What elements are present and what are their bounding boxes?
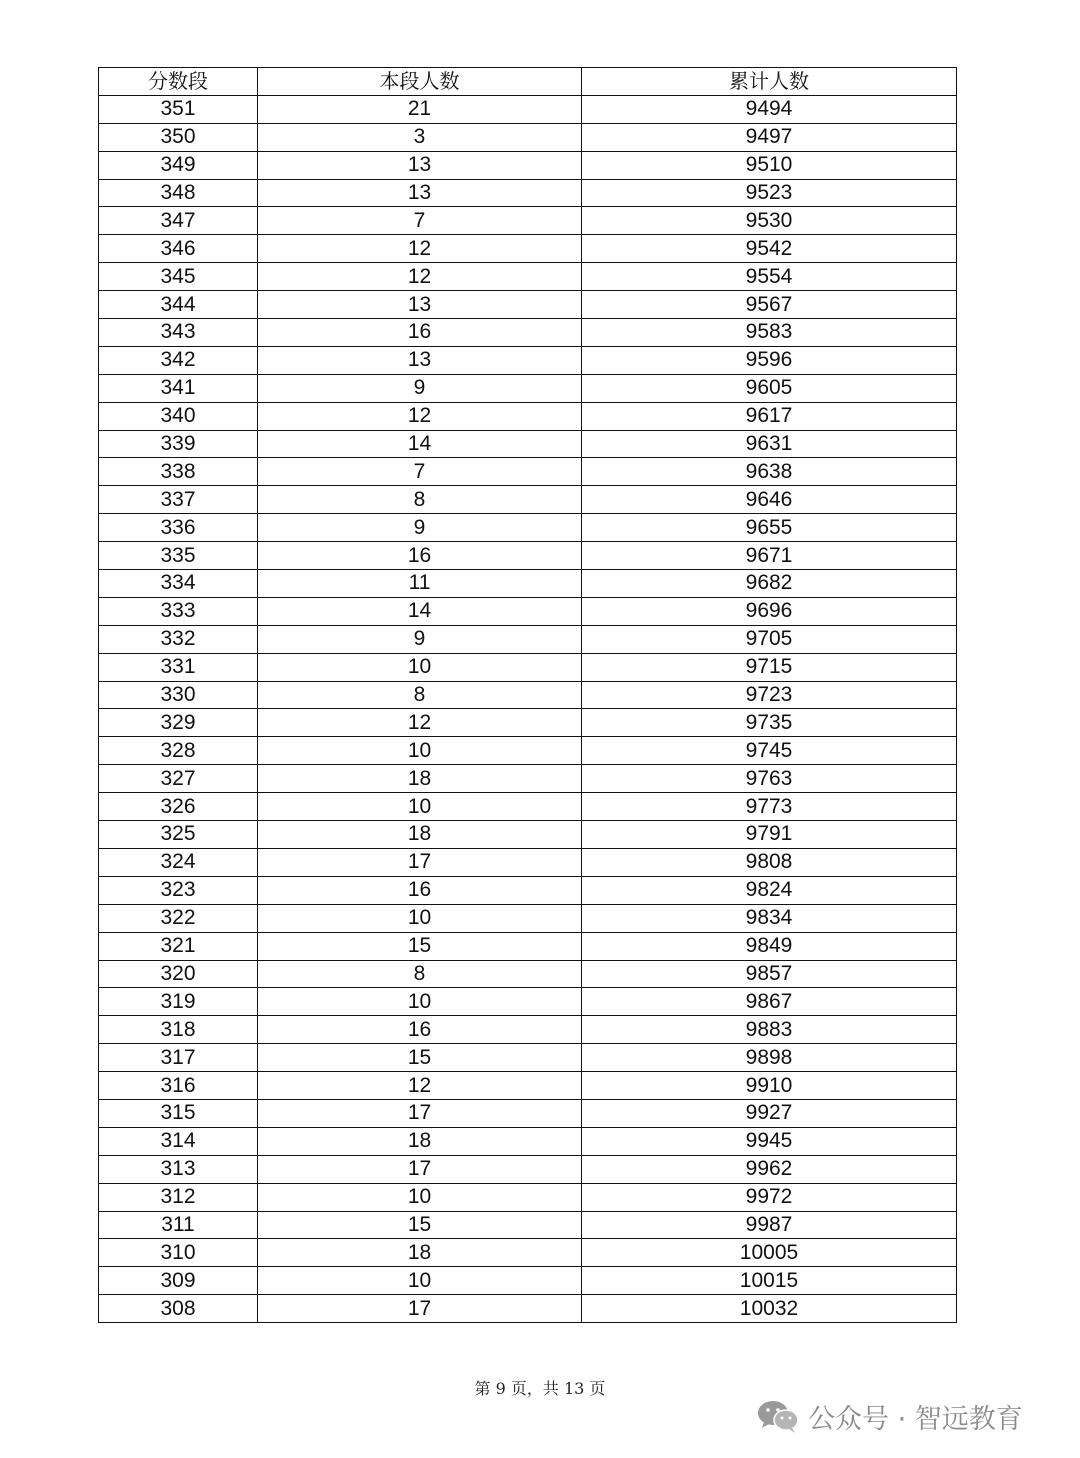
cell-score-range: 320 (99, 960, 258, 988)
table-row (99, 625, 957, 653)
page-number: 第 9 页，共 13 页 (474, 1379, 606, 1398)
cell-segment-count: 12 (258, 263, 582, 291)
cell-score-range: 315 (99, 1099, 258, 1127)
cell-cumulative-count: 9596 (582, 346, 957, 374)
cell-cumulative-count: 9735 (582, 709, 957, 737)
cell-segment-count: 10 (258, 988, 582, 1016)
cell-score-range: 347 (99, 207, 258, 235)
table-row (99, 876, 957, 904)
cell-cumulative-count: 10005 (582, 1239, 957, 1267)
cell-score-range: 308 (99, 1295, 258, 1323)
cell-segment-count: 8 (258, 486, 582, 514)
cell-segment-count: 9 (258, 374, 582, 402)
table-row (99, 95, 957, 123)
table-row (99, 514, 957, 542)
watermark (756, 1396, 1023, 1436)
cell-segment-count: 15 (258, 932, 582, 960)
cell-score-range: 328 (99, 737, 258, 765)
cell-cumulative-count: 9497 (582, 123, 957, 151)
cell-segment-count: 13 (258, 291, 582, 319)
cell-cumulative-count: 9824 (582, 876, 957, 904)
cell-cumulative-count: 9745 (582, 737, 957, 765)
table-row (99, 765, 957, 793)
cell-cumulative-count: 9682 (582, 570, 957, 598)
cell-cumulative-count: 9523 (582, 179, 957, 207)
cell-segment-count: 21 (258, 95, 582, 123)
cell-segment-count: 16 (258, 876, 582, 904)
cell-segment-count: 8 (258, 960, 582, 988)
cell-score-range: 329 (99, 709, 258, 737)
cell-cumulative-count: 9867 (582, 988, 957, 1016)
table-row (99, 653, 957, 681)
table-row (99, 430, 957, 458)
cell-cumulative-count: 9987 (582, 1211, 957, 1239)
cell-score-range: 342 (99, 346, 258, 374)
cell-cumulative-count: 9605 (582, 374, 957, 402)
cell-cumulative-count: 9646 (582, 486, 957, 514)
cell-score-range: 341 (99, 374, 258, 402)
table-row (99, 291, 957, 319)
header-segment-count: 本段人数 (258, 68, 582, 96)
header-score-range: 分数段 (99, 68, 258, 96)
cell-cumulative-count: 9723 (582, 681, 957, 709)
cell-cumulative-count: 9791 (582, 821, 957, 849)
cell-cumulative-count: 9638 (582, 458, 957, 486)
cell-score-range: 331 (99, 653, 258, 681)
cell-score-range: 348 (99, 179, 258, 207)
cell-score-range: 310 (99, 1239, 258, 1267)
table-row (99, 1072, 957, 1100)
cell-cumulative-count: 9494 (582, 95, 957, 123)
cell-score-range: 339 (99, 430, 258, 458)
cell-segment-count: 17 (258, 1099, 582, 1127)
cell-segment-count: 9 (258, 514, 582, 542)
cell-score-range: 313 (99, 1155, 258, 1183)
cell-cumulative-count: 9554 (582, 263, 957, 291)
table-row (99, 570, 957, 598)
table-row (99, 1044, 957, 1072)
cell-score-range: 317 (99, 1044, 258, 1072)
cell-score-range: 337 (99, 486, 258, 514)
watermark-text: 公众号 · 智远教育 (808, 1403, 1023, 1435)
cell-segment-count: 17 (258, 1155, 582, 1183)
cell-score-range: 309 (99, 1267, 258, 1295)
table-row (99, 960, 957, 988)
cell-segment-count: 12 (258, 402, 582, 430)
table-row (99, 1183, 957, 1211)
cell-score-range: 332 (99, 625, 258, 653)
cell-cumulative-count: 9510 (582, 151, 957, 179)
cell-score-range: 349 (99, 151, 258, 179)
table-row (99, 402, 957, 430)
cell-score-range: 340 (99, 402, 258, 430)
table-row (99, 1099, 957, 1127)
table-row (99, 346, 957, 374)
cell-segment-count: 10 (258, 1183, 582, 1211)
cell-cumulative-count: 10032 (582, 1295, 957, 1323)
table-row (99, 681, 957, 709)
cell-cumulative-count: 9583 (582, 319, 957, 347)
cell-segment-count: 16 (258, 1016, 582, 1044)
cell-cumulative-count: 9962 (582, 1155, 957, 1183)
cell-segment-count: 13 (258, 179, 582, 207)
cell-score-range: 346 (99, 235, 258, 263)
cell-segment-count: 12 (258, 709, 582, 737)
cell-segment-count: 14 (258, 597, 582, 625)
cell-cumulative-count: 9834 (582, 904, 957, 932)
cell-segment-count: 12 (258, 1072, 582, 1100)
cell-segment-count: 3 (258, 123, 582, 151)
cell-segment-count: 10 (258, 653, 582, 681)
cell-segment-count: 11 (258, 570, 582, 598)
table-row (99, 374, 957, 402)
cell-segment-count: 10 (258, 904, 582, 932)
cell-score-range: 321 (99, 932, 258, 960)
table-row (99, 123, 957, 151)
cell-segment-count: 18 (258, 1127, 582, 1155)
table-row (99, 542, 957, 570)
cell-segment-count: 10 (258, 793, 582, 821)
cell-cumulative-count: 9705 (582, 625, 957, 653)
cell-cumulative-count: 9927 (582, 1099, 957, 1127)
table-row (99, 737, 957, 765)
table-row (99, 486, 957, 514)
score-distribution-table (98, 67, 957, 1323)
table-row (99, 988, 957, 1016)
table-row (99, 1239, 957, 1267)
cell-score-range: 344 (99, 291, 258, 319)
cell-segment-count: 13 (258, 346, 582, 374)
cell-cumulative-count: 9655 (582, 514, 957, 542)
cell-segment-count: 17 (258, 1295, 582, 1323)
cell-score-range: 350 (99, 123, 258, 151)
cell-segment-count: 16 (258, 319, 582, 347)
table-row (99, 1127, 957, 1155)
cell-score-range: 311 (99, 1211, 258, 1239)
cell-score-range: 325 (99, 821, 258, 849)
cell-score-range: 336 (99, 514, 258, 542)
table-row (99, 1295, 957, 1323)
cell-score-range: 323 (99, 876, 258, 904)
table-row (99, 319, 957, 347)
table-body (99, 95, 957, 1322)
table-row (99, 821, 957, 849)
cell-segment-count: 12 (258, 235, 582, 263)
cell-score-range: 314 (99, 1127, 258, 1155)
table-row (99, 179, 957, 207)
cell-cumulative-count: 9883 (582, 1016, 957, 1044)
cell-score-range: 343 (99, 319, 258, 347)
cell-segment-count: 18 (258, 821, 582, 849)
cell-segment-count: 15 (258, 1211, 582, 1239)
cell-segment-count: 10 (258, 737, 582, 765)
cell-cumulative-count: 9617 (582, 402, 957, 430)
table-row (99, 235, 957, 263)
cell-score-range: 333 (99, 597, 258, 625)
cell-cumulative-count: 10015 (582, 1267, 957, 1295)
cell-segment-count: 17 (258, 848, 582, 876)
cell-segment-count: 10 (258, 1267, 582, 1295)
cell-segment-count: 16 (258, 542, 582, 570)
cell-score-range: 351 (99, 95, 258, 123)
wechat-icon (756, 1398, 800, 1434)
cell-score-range: 338 (99, 458, 258, 486)
cell-segment-count: 8 (258, 681, 582, 709)
cell-score-range: 312 (99, 1183, 258, 1211)
cell-score-range: 322 (99, 904, 258, 932)
cell-cumulative-count: 9631 (582, 430, 957, 458)
table-header-row (99, 68, 957, 96)
cell-segment-count: 13 (258, 151, 582, 179)
cell-segment-count: 18 (258, 1239, 582, 1267)
cell-cumulative-count: 9530 (582, 207, 957, 235)
cell-cumulative-count: 9808 (582, 848, 957, 876)
cell-cumulative-count: 9972 (582, 1183, 957, 1211)
cell-score-range: 316 (99, 1072, 258, 1100)
cell-score-range: 330 (99, 681, 258, 709)
cell-segment-count: 14 (258, 430, 582, 458)
table-row (99, 207, 957, 235)
cell-score-range: 318 (99, 1016, 258, 1044)
cell-segment-count: 7 (258, 458, 582, 486)
table-row (99, 1267, 957, 1295)
cell-score-range: 319 (99, 988, 258, 1016)
table-row (99, 904, 957, 932)
table-row (99, 932, 957, 960)
table-row (99, 709, 957, 737)
cell-cumulative-count: 9696 (582, 597, 957, 625)
table-row (99, 151, 957, 179)
cell-cumulative-count: 9763 (582, 765, 957, 793)
cell-score-range: 324 (99, 848, 258, 876)
table-row (99, 597, 957, 625)
cell-cumulative-count: 9715 (582, 653, 957, 681)
cell-score-range: 335 (99, 542, 258, 570)
cell-segment-count: 18 (258, 765, 582, 793)
table-row (99, 848, 957, 876)
cell-score-range: 334 (99, 570, 258, 598)
cell-segment-count: 9 (258, 625, 582, 653)
table-header (99, 68, 957, 96)
cell-score-range: 326 (99, 793, 258, 821)
cell-cumulative-count: 9910 (582, 1072, 957, 1100)
cell-segment-count: 7 (258, 207, 582, 235)
cell-score-range: 345 (99, 263, 258, 291)
cell-cumulative-count: 9773 (582, 793, 957, 821)
table-row (99, 1016, 957, 1044)
cell-segment-count: 15 (258, 1044, 582, 1072)
table-row (99, 1211, 957, 1239)
cell-cumulative-count: 9857 (582, 960, 957, 988)
cell-cumulative-count: 9567 (582, 291, 957, 319)
cell-cumulative-count: 9898 (582, 1044, 957, 1072)
cell-cumulative-count: 9671 (582, 542, 957, 570)
cell-cumulative-count: 9542 (582, 235, 957, 263)
cell-score-range: 327 (99, 765, 258, 793)
header-cumulative-count: 累计人数 (582, 68, 957, 96)
table-row (99, 1155, 957, 1183)
table-row (99, 263, 957, 291)
table-row (99, 458, 957, 486)
cell-cumulative-count: 9849 (582, 932, 957, 960)
table-row (99, 793, 957, 821)
cell-cumulative-count: 9945 (582, 1127, 957, 1155)
